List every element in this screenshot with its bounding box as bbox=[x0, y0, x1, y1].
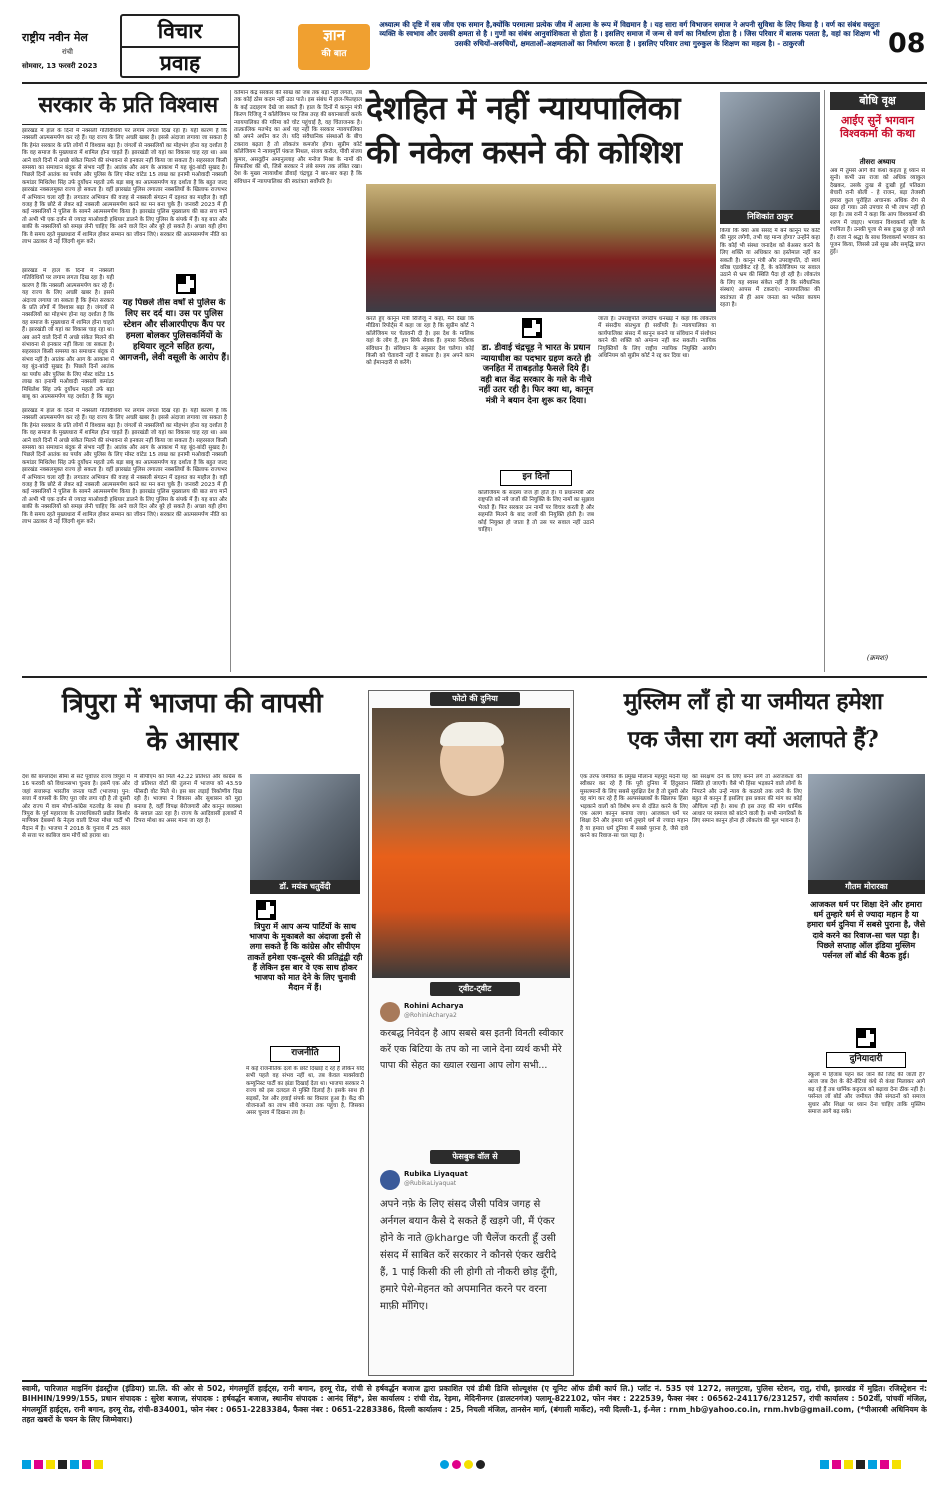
paper-date: सोमवार, 13 फरवरी 2023 bbox=[22, 62, 98, 70]
lead-column-2: कॉलेजियम के सदस्य जज ही होते हैं। ये प्रधानमंत्री और राष्ट्रपति को नये जजों की नियुक्ति के लिए नामों का सुझाव भेजते हैं। फिर सरकार उन नामों पर विचार करती है और सहमति मिलने के बाद जजों की नियुक्ति होती है। जब कोई नियुक्त हो जाता है तो उस पर सवाल नहीं उठाने चाहिए। bbox=[478, 490, 594, 534]
gyan-label: ज्ञान bbox=[323, 26, 345, 44]
muslim-author-photo bbox=[808, 774, 925, 880]
editorial-headline-rule bbox=[22, 124, 227, 125]
lead-headline-line2: की नकेल कसने की कोशिश bbox=[366, 133, 682, 171]
lead-column-1: करते हुए कानून मंत्री रिजिजू ने कहा, मैंने देखा कि मीडिया रिपोर्ट्स में कहा जा रहा है कि सुप्रीम कोर्ट ने कॉलेजियम पर चेतावनी दी है। इस देश के मालिक यहां के लोग हैं, हम सिर्फ सेवक हैं। हमारा निर्देशक संविधान है। संविधान के अनुसार देश चलेगा। कोई किसी को चेतावनी नहीं दे सकता है। हम अपने काम को ईमानदारी से करेंगे। bbox=[366, 316, 474, 367]
tripura-qr-icon bbox=[256, 900, 276, 920]
section-title-line2: प्रवाह bbox=[159, 50, 201, 75]
tripura-headline-line2: के आसार bbox=[146, 726, 238, 757]
lead-pull-quote: डा. डीवाई चंद्रचूड़ ने भारत के प्रधान न्यायाधीश का पदभार ग्रहण करते ही जनहित में ताबड़तोड़ फैसले दिये हैं। वही बात केंद्र सरकार के गले के नीचे नहीं उतर रही है। फिर क्या था, कानून मंत्री ने बयान देना शुरू कर दिया। bbox=[478, 342, 594, 405]
tweet2-name: Rubika Liyaquat bbox=[404, 1170, 468, 1178]
footer-divider bbox=[22, 1380, 927, 1382]
footer-imprint: स्वामी, पारिजात माइनिंग इंडस्ट्रीज (इंडिया) प्रा.लि. की ओर से 502, मंगलमूर्ति हाईट्स, रानी बगान, हरमू रोड, रांची से हर्षवर्द्धन बजाज द्वारा प्रकाशित एवं डीबी डिजि सोल्यूशंस (ए यूनिट ऑफ डीबी कार्प लि.) प्लॉट नं. 535 एवं 1272, ललगुटवा, पुलिस स्टेशन, रातु, रांची, झारखंड में मुद्रित। रजिस्ट्रेशन नं: BIHHIN/1999/155, प्रधान संपादक : सुरेश बजाज, संपादक : हर्षवर्द्धन बजाज, स्थानीय संपादक : आनंद सिंह*, प्रेस कार्यालय : रांची रोड, रेड़मा, मेदिनीनगर (डालटनगंज) पलामू-822102, फोन नंबर : 222539, फैक्स नंबर : 06562-241176/231257, रांची कार्यालय : 502वीं, पांचवीं मंजिल, मंगलमूर्ति हाईट्स, रानी बगान, हरमू रोड, रांची-834001, फोन नंबर : 0651-2283384, फैक्स नंबर : 0651-2283386, दिल्ली कार्यालय : 25, निचली मंजिल, तानसेन मार्ग, (बंगाली मार्केट), नयी दिल्ली-1, ई-मेल : rnm_hb@yahoo.co.in, rnm.hvb@gmail.com, (*पीआरबी अधिनियम के तहत खबरों के चयन के लिए जिम्मेवार।) bbox=[22, 1384, 927, 1425]
muslim-headline-line1: मुस्लिम लॉं हो या जमीयत हमेशा bbox=[623, 688, 883, 715]
bodh-vriksh-title: आईए सुनें भगवान विश्वकर्मा की कथा bbox=[840, 114, 915, 140]
bodh-vriksh-header: बोधि वृक्ष bbox=[830, 92, 925, 110]
quote-block: अध्यात्म की दृष्टि में सब जीव एक समान है,क्योंकि परमात्मा प्रत्येक जीव में आत्मा के रूप में विद्यमान है । यह सारा वर्ग विभाजन समाज ने अपनी सुविधा के लिए किया है । वर्ण का संबंध वस्तुतः व्यक्ति के स्वभाव और उसकी क्षमता से है । गुणों का संबंध आनुवांशिकता से होता है । इसलिए समाज में जन्म से वर्ण का निर्धारण होता है । जिस परिवार में बालक पलता है, वहां का शिक्षण भी उसकी रुचियों-अरुचियों, क्षमताओं-अक्षमताओं का निर्धारण करता है । इसलिए परिवार तथा गुरुकुल के शिक्षण का महत्व है। - ठाकुरजी bbox=[379, 20, 880, 48]
tweet1-text: करबद्ध निवेदन है आप सबसे बस इतनी विनती स्वीकार करें एक बिटिया के तप को ना जाने देना व्यर्थ कभी मेरे पापा की सेहत का ख्याल रखना आप लोग सभी... bbox=[380, 1028, 564, 1071]
column-divider-2 bbox=[824, 90, 825, 672]
photo-duniya-label: फोटो की दुनिया bbox=[430, 692, 520, 706]
tripura-section-tag: राजनीति bbox=[270, 1046, 340, 1062]
masthead bbox=[22, 14, 927, 78]
tripura-column-1: देश की बांग्लादेश सीमा से सटे पूर्वोत्तर राज्य त्रिपुरा में 16 फरवरी को विधानसभा चुनाव है। इसमें एक ओर जहां सत्तारूढ़ भारतीय जनता पार्टी (भाजपा) पुन: सत्ता में वापसी के लिए पूरा जोर लगा रही है तो दूसरी ओर राज्य में वाम मोर्चा-कांग्रेस गठजोड़ के साथ ही त्रिपुरा के पूर्व महाराजा के उत्तराधिकारी प्रद्योत किशोर माणिक्य देबबर्मा के नेतृत्व वाली टिपरा मोथा पार्टी भी मैदान में है। भाजपा ने 2018 के चुनाव में 25 साल से सत्ता पर काबिज वाम मोर्चे को हराया था। bbox=[22, 774, 130, 840]
editorial-headline: सरकार के प्रति विश्वास bbox=[38, 92, 218, 118]
section-divider bbox=[22, 676, 927, 678]
footer-color-strip-left bbox=[22, 1454, 106, 1473]
tripura-author-photo bbox=[250, 774, 360, 880]
section-box bbox=[120, 14, 240, 78]
editorial-pull-quote: यह पिछले तीस वर्षों से पुलिस के लिए सर दर्द था। उस पर पुलिस स्टेशन और सीआरपीएफ कैंप पर हमला बोलकर पुलिसकर्मियों के हथियार लूटने सहित हत्या, आगजनी, लेवी वसूली के आरोप हैं। bbox=[118, 298, 230, 363]
tweet-section-header: ट्वीट-ट्वीट bbox=[430, 982, 520, 996]
lead-column-3: जाता है। उपराष्ट्रपति जगदीप धनखड़ ने कहा कि लोकतंत्र में संसदीय संप्रभुता ही सर्वोपरि है। न्यायपालिका या कार्यपालिका संसद में कानून बनाने या संविधान में संशोधन करने की शक्ति को अमान्य नहीं कर सकती। न्यायिक नियुक्तियों के लिए राष्ट्रीय न्यायिक नियुक्ति आयोग अधिनियम को सुप्रीम कोर्ट ने रद्द कर दिया था। bbox=[598, 316, 716, 360]
tripura-column-2: में सीपीएम को मिले 42.22 प्रतिशत और कांग्रेस के दो प्रतिशत वोटों की तुलना में भाजपा को 43.59 फीसदी वोट मिले थे। इस बार लड़ाई त्रिकोणीय दिख रही है। भाजपा ने विकास और सुशासन को मुद्दा बनाया है, वहीं विपक्ष बेरोजगारी और कानून व्यवस्था के सवाल उठा रहा है। राज्य के आदिवासी इलाकों में टिपरा मोथा का असर माना जा रहा है। bbox=[134, 774, 242, 825]
section-title-line1: विचार bbox=[122, 16, 238, 48]
tweet2-handle: @RubikaLiyaquat bbox=[404, 1180, 457, 1187]
muslim-pull-quote: आजकल धर्म पर शिक्षा देने और हमारा धर्म तुम्हारे धर्म से ज्यादा महान है या हमारा धर्म दुनिया में सबसे पुराना है, जैसे दावे करने का रिवाज-सा चल पड़ा है। पिछले सप्ताह ऑल इंडिया मुस्लिम पर्सनल लॉ बोर्ड की बैठक हुई। bbox=[806, 900, 926, 961]
paper-city: रांची bbox=[62, 48, 73, 56]
gyan-sub: की बात bbox=[321, 49, 347, 59]
footer-registration-dots bbox=[440, 1454, 488, 1473]
photo-person-hair bbox=[440, 722, 504, 746]
lead-section-tag: इन दिनों bbox=[500, 470, 572, 486]
bodh-vriksh-footer: (क्रमशः) bbox=[866, 654, 889, 662]
page-number: 08 bbox=[888, 28, 926, 59]
column-divider-1 bbox=[230, 90, 231, 672]
muslim-column-3: स्कूलों में हिजाब पहन कर जाने की जिद की जाती है? आज जब देश के बेटे-बेटियां कंधे से कंधा मिलाकर आगे बढ़ रहे हैं तब धार्मिक कट्टरता को बढ़ावा देना ठीक नहीं है। पर्सनल लॉ बोर्ड और जमीयत जैसे संगठनों को समाज सुधार और शिक्षा पर ध्यान देना चाहिए ताकि मुस्लिम समाज आगे बढ़ सके। bbox=[808, 1072, 925, 1116]
tweet1-avatar bbox=[380, 1002, 400, 1022]
muslim-column-1: एक तरफ जमीयत के प्रमुख मौलाना महमूद मदनी यह स्वीकार कर रहे हैं कि पूरी दुनिया में हिंदुस्तान मुसलमानों के लिए सबसे सुरक्षित देश है तो दूसरी ओर वह मांग कर रहे हैं कि अल्पसंख्यकों के खिलाफ हिंसा भड़काने वालों को विशेष रूप से दंडित करने के लिए एक अलग कानून बनाया जाए। आजकल धर्म पर शिक्षा देने और हमारा धर्म तुम्हारे धर्म से ज्यादा महान है या हमारा धर्म दुनिया में सबसे पुराना है, जैसे दावे करने का रिवाज-सा चल पड़ा है। bbox=[580, 774, 688, 840]
tweet2-avatar bbox=[380, 1170, 400, 1190]
editorial-qr-icon bbox=[176, 274, 196, 294]
tripura-column-3: में कई राजनीतिक दलों के छोटे दिखाई दे रहे हैं लेकिन यदि सभी पहले वह संभव नहीं था, तब केवल मार्क्सवादी कम्युनिस्ट पार्टी का झंडा दिखाई देता था। भाजपा सरकार ने राज्य को इस दलदल से मुक्ति दिलाई है। इसके साथ ही सड़कों, रेल और हवाई संपर्क का विस्तार हुआ है। केंद्र की योजनाओं का लाभ सीधे जनता तक पहुंचा है, जिसका असर चुनाव में दिखना तय है। bbox=[246, 1066, 364, 1117]
lead-author-photo bbox=[720, 92, 820, 210]
facebook-section-header: फेसबुक वॉल से bbox=[430, 1150, 520, 1164]
editorial-body-top: झारखंड में हाल के दिनों में नक्सली गतिविधियों पर लगाम लगता दिख रहा है। यही कारण है कि नक्सली आत्मसमर्पण कर रहे हैं। यह राज्य के लिए अच्छी खबर है। इससे अंदाजा लगाया जा सकता है कि हेमंत सरकार के प्रति लोगों में विश्वास बढ़ा है। जंगलों से नक्सलियों का मोहभंग होना यह दर्शाता है कि वह समाज के मुख्यधारा में शामिल होना चाहते हैं। झारखंडी जो यहां का विकास चाह रहा था। अब आने वाले दिनों में अच्छे संकेत मिलने की संभावना से इनकार नहीं किया जा सकता है। सहरसाल किसी समस्या का समाधान बंदूक से संभव नहीं है। आतंक और आग के आकाश में यह बूंद-बांदी सुखद है। पिछले दिनों आतंक का पर्याय और पुलिस के लिए मोस्ट वांटेड 15 लाख का इनामी मओवादी नक्सली कमांडर मिथिलेश सिंह उर्फ दुर्योधन महतो उर्फ बड़ा बाबू का आत्मसमर्पण यह दर्शाता है कि बहुत जल्द झारखंड नक्सलमुक्त राज्य हो सकता है। वहीं झारखंड पुलिस लगातार नक्सलियों के खिलाफ राज्यभर में अभियान चला रही है। लगातार अभियान की वजह से नक्सली संगठन में दहशत का माहौल है। वहीं वजह है कि छोटे से लेकर बड़े नक्सली आत्मसमर्पण करने का मन बना चुके हैं। जनवरी 2023 में ही कई नक्सलियों ने पुलिस के सामने आत्मसमर्पण किया है। झारखंड पुलिस मुख्यालय की बात सच मानें तो अभी भी एक दर्जन से ज्यादा माओवादी हथियार डालने के लिए पुलिस के संपर्क में हैं। यह बात और बाकी के नक्सलियों को समझ लेनी चाहिए कि आने वाले दिन और बुरे हो सकते हैं। अच्छा यही होगा कि वे समय रहते मुख्यधारा में शामिल होकर सम्मान का जीवन जिएं। सरकार की आत्मसमर्पण नीति का लाभ उठाकर वे नई जिंदगी शुरू करें। bbox=[22, 128, 227, 246]
tweet1-name: Rohini Acharya bbox=[404, 1002, 464, 1010]
lead-right-column: किया कि क्या अब संसद में बने कानून पर कोर्ट की मुहर लगेगी, तभी वह मान्य होगा? उन्होंने कहा कि कोई भी संस्था जनादेश को बेअसर करने के लिए शक्ति या अधिकार का इस्तेमाल नहीं कर सकती है। कानून मंत्री और उपराष्ट्रपति, दो स्वयं वरिष्ठ एडवोकेट रहे हैं, के कॉलेजियम पर सवाल उठाने से भ्रम की स्थिति पैदा हो रही है। लोकतंत्र के लिए यह स्वस्थ संकेत नहीं है कि संवैधानिक संस्थाएं आपस में टकराएं। न्यायपालिका की स्वतंत्रता से ही आम जनता का भरोसा कायम रहता है। bbox=[720, 228, 820, 309]
tweet1-handle: @RohiniAcharya2 bbox=[404, 1012, 457, 1019]
lead-qr-icon bbox=[522, 318, 542, 338]
tripura-pull-quote: त्रिपुरा में आप अन्य पार्टियों के साथ भाजपा के मुकाबले का अंदाजा इसी से लगा सकते हैं कि कांग्रेस और सीपीएम ताकतें हमेशा एक-दूसरे की प्रतिद्वंद्वी रही हैं लेकिन इस बार वे एक साथ होकर भाजपा को मात देने के लिए चुनावी मैदान में हैं। bbox=[247, 922, 363, 993]
footer-color-strip-right bbox=[820, 1454, 904, 1473]
lead-headline-line1: देशहित में नहीं न्यायपालिका bbox=[366, 89, 681, 127]
gyan-badge bbox=[298, 24, 370, 70]
editorial-body-left: झारखंड में हाल के दिनों में नक्सली गतिविधियों पर लगाम लगता दिख रहा है। यही कारण है कि नक्सली आत्मसमर्पण कर रहे हैं। यह राज्य के लिए अच्छी खबर है। इससे अंदाजा लगाया जा सकता है कि हेमंत सरकार के प्रति लोगों में विश्वास बढ़ा है। जंगलों से नक्सलियों का मोहभंग होना यह दर्शाता है कि वह समाज के मुख्यधारा में शामिल होना चाहते हैं। झारखंडी जो यहां का विकास चाह रहा था। अब आने वाले दिनों में अच्छे संकेत मिलने की संभावना से इनकार नहीं किया जा सकता है। सहरसाल किसी समस्या का समाधान बंदूक से संभव नहीं है। आतंक और आग के आकाश में यह बूंद-बांदी सुखद है। पिछले दिनों आतंक का पर्याय और पुलिस के लिए मोस्ट वांटेड 15 लाख का इनामी मओवादी नक्सली कमांडर मिथिलेश सिंह उर्फ दुर्योधन महतो उर्फ बड़ा बाबू का आत्मसमर्पण यह दर्शाता है कि बहुत bbox=[22, 268, 114, 400]
editorial-body-bottom: झारखंड में हाल के दिनों में नक्सली गतिविधियों पर लगाम लगता दिख रहा है। यही कारण है कि नक्सली आत्मसमर्पण कर रहे हैं। यह राज्य के लिए अच्छी खबर है। इससे अंदाजा लगाया जा सकता है कि हेमंत सरकार के प्रति लोगों में विश्वास बढ़ा है। जंगलों से नक्सलियों का मोहभंग होना यह दर्शाता है कि वह समाज के मुख्यधारा में शामिल होना चाहते हैं। झारखंडी जो यहां का विकास चाह रहा था। अब आने वाले दिनों में अच्छे संकेत मिलने की संभावना से इनकार नहीं किया जा सकता है। सहरसाल किसी समस्या का समाधान बंदूक से संभव नहीं है। आतंक और आग के आकाश में यह बूंद-बांदी सुखद है। पिछले दिनों आतंक का पर्याय और पुलिस के लिए मोस्ट वांटेड 15 लाख का इनामी मओवादी नक्सली कमांडर मिथिलेश सिंह उर्फ दुर्योधन महतो उर्फ बड़ा बाबू का आत्मसमर्पण यह दर्शाता है कि बहुत जल्द झारखंड नक्सलमुक्त राज्य हो सकता है। वहीं झारखंड पुलिस लगातार नक्सलियों के खिलाफ राज्यभर में अभियान चला रही है। लगातार अभियान की वजह से नक्सली संगठन में दहशत का माहौल है। वहीं वजह है कि छोटे से लेकर बड़े नक्सली आत्मसमर्पण करने का मन बना चुके हैं। जनवरी 2023 में ही कई नक्सलियों ने पुलिस के सामने आत्मसमर्पण किया है। झारखंड पुलिस मुख्यालय की बात सच मानें तो अभी भी एक दर्जन से ज्यादा माओवादी हथियार डालने के लिए पुलिस के संपर्क में हैं। यह बात और बाकी के नक्सलियों को समझ लेनी चाहिए कि आने वाले दिन और बुरे हो सकते हैं। अच्छा यही होगा कि वे समय रहते मुख्यधारा में शामिल होकर सम्मान का जीवन जिएं। सरकार की आत्मसमर्पण नीति का लाभ उठाकर वे नई जिंदगी शुरू करें। bbox=[22, 408, 227, 526]
muslim-headline-line2: एक जैसा राग क्यों अलापते हैं? bbox=[627, 726, 879, 753]
paper-name: राष्ट्रीय नवीन मेल bbox=[22, 31, 88, 44]
muslim-author-name: गौतम मोरारका bbox=[808, 880, 925, 894]
muslim-column-2: को संरक्षण देने के लिए बनने लगे तो अराजकता की स्थिति हो जाएगी। वैसे भी हिंसा भड़काने वाले लोगों के निपटने और उन्हें न्याय के कठघरे तक लाने के लिए बहुत से कानून हैं इसलिए इस प्रकार की मांग का कोई औचित्य नहीं है। साथ ही इस तरह की मांग धार्मिक आधार पर समाज को बांटने वाली है। सभी नागरिकों के लिए समान कानून होना ही लोकतंत्र की मूल भावना है। bbox=[692, 774, 802, 825]
bodh-vriksh-body: अब मैं तुमसे आगे की कथा कहता हूं ध्यान से सुनो। कभी उस राजा को अधिक व्याकुल देखकर, उसके दुःख से दुःखी हुई पतिव्रता बेचारी रानी बोली - हे राजन, बड़ा तेजस्वी हमारा कुल पुरोहित अचानक अधिक रोग से ग्रस्त हो गया। उसे उपचार से भी लाभ नहीं हो रहा है। तब रानी ने कहा कि आप विश्वकर्मा की शरण में जाइए। भगवान विश्वकर्मा सृष्टि के रचयिता हैं। उनकी पूजा से सब दुःख दूर हो जाते हैं। राजा ने श्रद्धा के साथ विश्वकर्मा भगवान का पूजन किया, जिससे उसे सुख और समृद्धि प्राप्त हुई। bbox=[830, 168, 925, 256]
tweet2-text: अपने नफ़े के लिए संसद जैसी पवित्र जगह से अर्नगल बयान कैसे दे सकते हैं खड़गे जी, मैं एंकर होने के नाते @kharge जी चैलेंज करती हूँ उसी संसद में साबित करें सरकार ने कौनसे एंकर खरीदे हैं, 1 पाई किसी की ली होगी तो नौकरी छोड़ दूँगी, हमारे पेशे-मेहनत को अपमानित करने पर वरना माफ़ी माँगिए। bbox=[380, 1199, 558, 1312]
lead-photo bbox=[366, 184, 716, 312]
bodh-vriksh-subtitle: तीसरा अध्याय bbox=[859, 158, 896, 166]
masthead-divider bbox=[22, 82, 927, 84]
lead-author-name: निशिकांत ठाकुर bbox=[720, 210, 820, 224]
tripura-author-name: डॉ. मयंक चतुर्वेदी bbox=[250, 880, 360, 894]
tripura-headline-line1: त्रिपुरा में भाजपा की वापसी bbox=[61, 688, 323, 719]
middle-column-body: वर्तमान केंद्र सरकार की साख को जब तक बड़ा नहीं लगता, तब तक कोई ठोस कदम नहीं उठा पाते। इस संबंध में हाल-फिलहाल के कई उदाहरण देखे जा सकते हैं। हाल के दिनों में कानून मंत्री किरण रिजिजू ने कॉलेजियम पर जिस तरह की बयानबाजी करके न्यायपालिका की गरिमा को चोट पहुंचाई है, वह चिंताजनक है। तात्कालिक मतभेद का अर्थ यह नहीं कि सरकार न्यायपालिका को अपने अधीन कर ले। यदि संवैधानिक संस्थाओं के बीच टकराव बढ़ता है तो लोकतंत्र कमजोर होगा। सुप्रीम कोर्ट कॉलेजियम ने न्यायमूर्ति पंकज मिथल, संजय करोल, पीवी संजय कुमार, असदुद्दीन अमानुल्लाह और मनोज मिश्रा के नामों की सिफारिश की थी, जिसे सरकार ने लंबे समय तक लंबित रखा। देश के मुख्य न्यायाधीश डीवाई चंद्रचूड़ ने बार-बार कहा है कि संविधान में न्यायपालिका की स्वतंत्रता सर्वोपरि है। bbox=[234, 90, 362, 185]
muslim-qr-icon bbox=[856, 1028, 876, 1048]
muslim-section-tag: दुनियादारी bbox=[826, 1052, 906, 1068]
